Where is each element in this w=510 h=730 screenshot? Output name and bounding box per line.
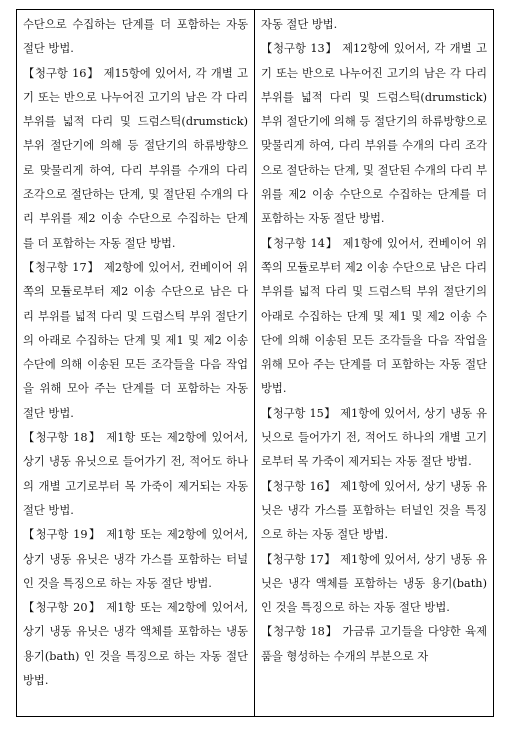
claim-continuation: 자동 절단 방법. xyxy=(261,18,338,31)
claim-continuation: 수단으로 수집하는 단계를 더 포함하는 자동 절단 방법. xyxy=(23,18,248,56)
claim-16: 【청구항 16】 제15항에 있어서, 각 개별 고기 또는 반으로 나누어진 고기의 남은 각 다리 부위를 넓적 다리 및 드럼스틱(drumstick) 부위 절단기에 의해 등 절단기의 하류방향으로 맞물리게 하여, 다리 부위를 수개의 다리 조각으로 절단하는 단계, 및 절단된 수개의 다리 부위를 제2 이송 수단으로 수집하는 단계를 더 포함하는 자동 절단 방법. xyxy=(23,66,248,250)
claim-13: 【청구항 13】 제12항에 있어서, 각 개별 고기 또는 반으로 나누어진 고기의 남은 각 다리 부위를 넓적 다리 및 드럼스틱(drumstick) 부위 절단기에 의해 등 절단기의 하류방향으로 맞물리게 하여, 다리 부위를 수개의 다리 조각으로 절단하는 단계, 및 절단된 수개의 다리 부위를 제2 이송 수단으로 수집하는 단계를 더 포함하는 자동 절단 방법. xyxy=(261,42,487,226)
claim-17: 【청구항 17】 제2항에 있어서, 컨베이어 위 쪽의 모듈로부터 제2 이송 수단으로 남은 다리 부위를 넓적 다리 및 드럼스틱 부위 절단기의 아래로 수집하는 단계 및 제1 및 제2 이송 수단에 의해 이송된 모든 조각들을 다음 작업을 위해 모아 주는 단계를 더 포함하는 자동 절단 방법. xyxy=(23,260,248,420)
left-column xyxy=(17,10,255,716)
claim-18: 【청구항 18】 가금류 고기들을 다양한 육제품을 형성하는 수개의 부분으로 자 xyxy=(261,625,487,663)
claim-20: 【청구항 20】 제1항 또는 제2항에 있어서, 상기 냉동 유닛은 냉각 액체를 포함하는 냉동 용기(bath) 인 것을 특징으로 하는 자동 절단 방법. xyxy=(23,601,248,688)
claim-17: 【청구항 17】 제1항에 있어서, 상기 냉동 유닛은 냉각 액체를 포함하는 냉동 용기(bath) 인 것을 특징으로 하는 자동 절단 방법. xyxy=(261,552,487,615)
right-column xyxy=(255,10,493,716)
claim-19: 【청구항 19】 제1항 또는 제2항에 있어서, 상기 냉동 유닛은 냉각 가스를 포함하는 터널인 것을 특징으로 하는 자동 절단 방법. xyxy=(23,528,248,590)
claim-14: 【청구항 14】 제1항에 있어서, 컨베이어 위 쪽의 모듈로부터 제2 이송 수단으로 남은 다리 부위를 넓적 다리 및 드럼스틱 부위 절단기의 아래로 수집하는 단계 및 제1 및 제2 이송 수단에 의해 이송된 모든 조각들을 다음 작업을 위해 모아 주는 단계를 더 포함하는 자동 절단 방법. xyxy=(261,236,487,396)
patent-claims-table xyxy=(16,9,494,717)
claim-16: 【청구항 16】 제1항에 있어서, 상기 냉동 유닛은 냉각 가스를 포함하는 터널인 것을 특징으로 하는 자동 절단 방법. xyxy=(261,479,487,542)
claim-15: 【청구항 15】 제1항에 있어서, 상기 냉동 유닛으로 들어가기 전, 적어도 하나의 개별 고기로부터 목 가죽이 제거되는 자동 절단 방법. xyxy=(261,406,487,469)
claim-18: 【청구항 18】 제1항 또는 제2항에 있어서, 상기 냉동 유닛으로 들어가기 전, 적어도 하나의 개별 고기로부터 목 가죽이 제거되는 자동 절단 방법. xyxy=(23,431,248,517)
